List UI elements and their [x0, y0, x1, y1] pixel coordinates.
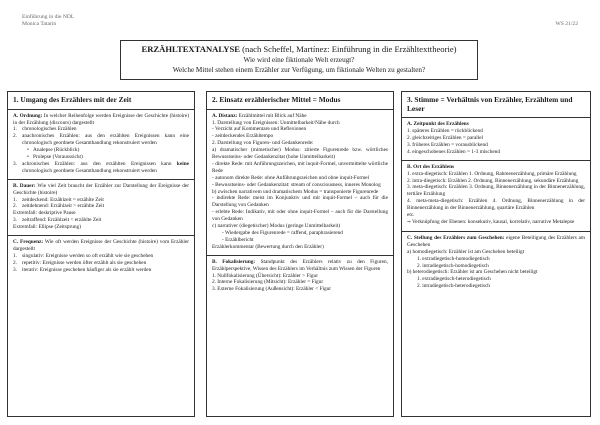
- list-subitem: 2. intradiegetisch-homodiegetisch: [417, 262, 489, 269]
- document-meta: [22, 14, 74, 28]
- list-item: 4. meta-meta-diegetisch: Erzählen 4. Ordnung, Binnenerzählung in der Binnenerzählung in der Binnenerzählung, quartäre Erzählen: [407, 198, 585, 212]
- column-voice: [401, 91, 591, 417]
- section-distance-intro: A. Distanz: Erzählmittel mit Blick auf Nähe: [212, 112, 307, 119]
- list-subitem: - Verzicht auf Kommentare und Reflexionen: [212, 126, 307, 133]
- section-label: C. Stellung des Erzählers zum Geschehen:: [407, 234, 505, 241]
- list-subitem: - indirekte Rede: meist im Konjunktiv und mit inquit-Formel – auch für die Darstellung von Gedanken: [212, 195, 388, 209]
- section-label: B. Fokalisierung:: [212, 258, 256, 265]
- list-subitem: 1. extradiegetisch-heterodiegetisch: [417, 276, 491, 283]
- list-item: 1. Nullfokalisierung (Übersicht): Erzähler > Figur: [212, 272, 318, 279]
- bullet-icon: •: [27, 147, 29, 154]
- list-item: 1. späteres Erzählen = rückblickend: [407, 128, 483, 135]
- list-item: 2. intra-diegetisch: Erzählen 2. Ordnung, Binnenerzählung, sekundäre Erzählung: [407, 177, 579, 184]
- list-item: a) homodiegetisch: Erzähler ist am Geschehen beteiligt: [407, 248, 525, 255]
- title-source: (nach Scheffel, Martínez: Einführung in die Erzähltexttheorie): [240, 44, 457, 54]
- section-duration-intro: B. Dauer: Wie viel Zeit braucht der Erzähler zur Darstellung der Ereignisse der Geschichte (histoire): [13, 182, 190, 196]
- divider: [402, 231, 590, 232]
- divider: [207, 109, 393, 110]
- column-time: [7, 91, 195, 417]
- divider: [402, 117, 590, 118]
- list-item: 3. achronisches Erzählen: aus den erzählten Ereignissen kann keine chronologisch geordnete Gesamthandlung rekonstruiert werden: [13, 160, 189, 174]
- section-frequency-intro: C. Frequenz: Wie oft werden Ereignisse der Geschichte (histoire) vom Erzähler dargestellt: [13, 239, 189, 252]
- list-subitem: - autonom direkte Rede: ohne Anführungszeichen und ohne inquit-Formel: [212, 174, 370, 181]
- list-subitem: - Erzählbericht: [222, 236, 254, 243]
- title-box: [120, 40, 478, 80]
- section-position-of-narrator: C. Stellung des Erzählers zum Geschehen: eigene Beteiligung des Erzählers am Geschehen: [407, 234, 585, 248]
- list-item: a) dramatischer (mimetischer) Modus: zitierte Figurenrede bzw. wörtliches Bewusstseins- oder Gedankenzitat (hohe Unmittelbarkeit): [212, 147, 388, 161]
- section-label: A. Distanz:: [212, 112, 238, 119]
- document-title: [121, 44, 477, 55]
- list-item: 2. gleichzeitiges Erzählen = parallel: [407, 135, 484, 141]
- column-heading: 2. Einsatz erzählerischer Mittel = Modus: [212, 95, 341, 104]
- divider: [8, 109, 194, 110]
- list-item: 1. chronologisches Erzählen: [13, 126, 77, 133]
- title-heading: ERZÄHLTEXTANALYSE: [141, 44, 241, 54]
- list-item: etc.: [407, 212, 415, 219]
- section-label: B. Ort des Erzählens: [407, 163, 455, 170]
- title-question-2: Welche Mittel stehen einem Erzähler zur Verfügung, um fiktionale Welten zu gestalten?: [172, 66, 426, 74]
- list-item: c) narrativer (diegetischer) Modus (geringe Unmittelbarkeit): [212, 223, 341, 230]
- title-question-1: Wie wird eine fiktionale Welt erzeugt?: [243, 56, 355, 64]
- list-item: 2. anachronisches Erzählen: aus den erzählten Ereignissen kann eine chronologisch geordnete Gesamthandlung rekonstruiert werden: [13, 133, 189, 147]
- list-subitem: - direkte Rede: mit Anführungszeichen, mit inquit-Formel, unvermittelte wörtliche Rede: [212, 160, 388, 174]
- list-subitem: - erlebte Rede: Indikativ, mit oder ohne inquit-Formel – auch für die Darstellung von Gedanken: [212, 209, 388, 223]
- section-place-of-narration: [407, 164, 585, 171]
- column-mode: [206, 91, 394, 417]
- column-heading: 3. Stimme = Verhältnis von Erzähler, Erzähltem und Leser: [407, 95, 573, 113]
- list-note: Extremfall: Ellipse (Zeitsprung): [13, 224, 81, 231]
- list-item: 3. iterativ: Ereignisse geschehen häufiger als sie erzählt werden: [13, 266, 152, 273]
- list-item: 2. zeitdehnend: Erzählzeit > erzählte Zeit: [13, 203, 105, 210]
- section-label: B. Dauer:: [13, 182, 36, 189]
- list-item: • Prolepse (Vorausssicht): [27, 154, 83, 161]
- list-note: Extremfall: deskriptive Pause: [13, 210, 76, 217]
- list-item: • Analepse (Rückblick): [27, 147, 80, 154]
- list-subitem: Erzählerkommentar (Bewertung durch den Erzähler): [212, 243, 324, 250]
- list-item: 3. meta-diegetisch: Erzählen 3. Ordnung, Binnenerzählung in der Binnenerzählung, tertiäre Erzählung: [407, 184, 585, 198]
- semester-label: WS 21/22: [555, 21, 578, 27]
- list-item: 1. zeitdeckend: Erzählzeit = erzählte Zeit: [13, 196, 104, 203]
- section-label: C. Frequenz:: [13, 239, 44, 246]
- list-subitem: 2. intradiegetisch-heterodiegetisch: [417, 283, 490, 290]
- list-item: 3. früheres Erzählen = vorausblickend: [407, 141, 488, 148]
- list-item: 4. eingeschobenes Erzählen = 1-3 mischend: [407, 148, 501, 155]
- list-item: 1. extra-diegetisch: Erzählen 1. Ordnung, Rahmenerzählung, primäre Erzählung: [407, 170, 577, 177]
- list-item: b) heterodiegetisch: Erzähler ist am Geschehen nicht beteiligt: [407, 269, 538, 276]
- bullet-icon: •: [27, 154, 29, 161]
- list-subitem: - Wiedergabe des Figurenrede = raffend, paraphrasierend: [222, 230, 343, 236]
- list-item: 2. repetitiv: Ereignisse werden öfter erzählt als sie geschehen: [13, 259, 147, 266]
- arrow-icon: ⇒: [407, 219, 411, 225]
- list-item: b) zwischen narrativem und dramatischem Modus = transponierte Figurenrede: [212, 188, 379, 195]
- section-focalization-intro: B. Fokalisierung: Standpunkt des Erzählers relativ zu den Figuren, Erzählperspektive, Wissen des Erzählers im Verhältnis zum Wissen der Figuren: [212, 258, 388, 272]
- list-subitem: 1. extradiegetisch-homodiegetisch: [417, 255, 490, 262]
- list-item: 3. zeitraffend: Erzählzeit < erzählte Zeit: [13, 217, 102, 224]
- divider: [207, 255, 393, 256]
- divider: [8, 235, 194, 236]
- section-order-intro: A. Ordnung: In welcher Reihenfolge werden Ereignisse der Geschichte (histoire) in der Erzählung (discours) dargestellt: [13, 112, 189, 126]
- course-name: Einführung in die NDL: [22, 14, 75, 20]
- list-subitem: - zeitdeckendes Erzähltempo: [212, 133, 274, 140]
- column-heading: 1. Umgang des Erzählers mit der Zeit: [13, 95, 132, 104]
- list-item: 2. Darstellung von Figuren- und Gedankenrede:: [212, 140, 314, 147]
- author-name: Monica Tatarin: [22, 21, 57, 27]
- list-item: 2. Interne Fokalisierung (Mitsicht): Erzähler = Figur: [212, 279, 324, 286]
- list-item: 1. singulativ: Ereignisse werden so oft erzählt wie sie geschehen: [13, 252, 154, 259]
- list-item: 3. Externe Fokalisierung (Außensicht): Erzähler < Figur: [212, 286, 332, 293]
- list-item: 1. Darstellung von Ereignissen: Unmittelbarkeit/Nähe durch: [212, 119, 340, 126]
- section-label: A. Ordnung:: [13, 112, 43, 119]
- list-subitem: - Bewusstseins- oder Gedankenzitat: stream of consciousness, inneres Monolog: [212, 181, 381, 188]
- section-time-of-narration: [407, 121, 585, 128]
- divider: [8, 179, 194, 180]
- list-note: ⇒ Verknüpfung der Ebenen: konsekutiv, kausal, korrelativ, narrative Metalepse: [407, 218, 575, 225]
- divider: [402, 160, 590, 161]
- section-label: A. Zeitpunkt des Erzählens: [407, 121, 469, 128]
